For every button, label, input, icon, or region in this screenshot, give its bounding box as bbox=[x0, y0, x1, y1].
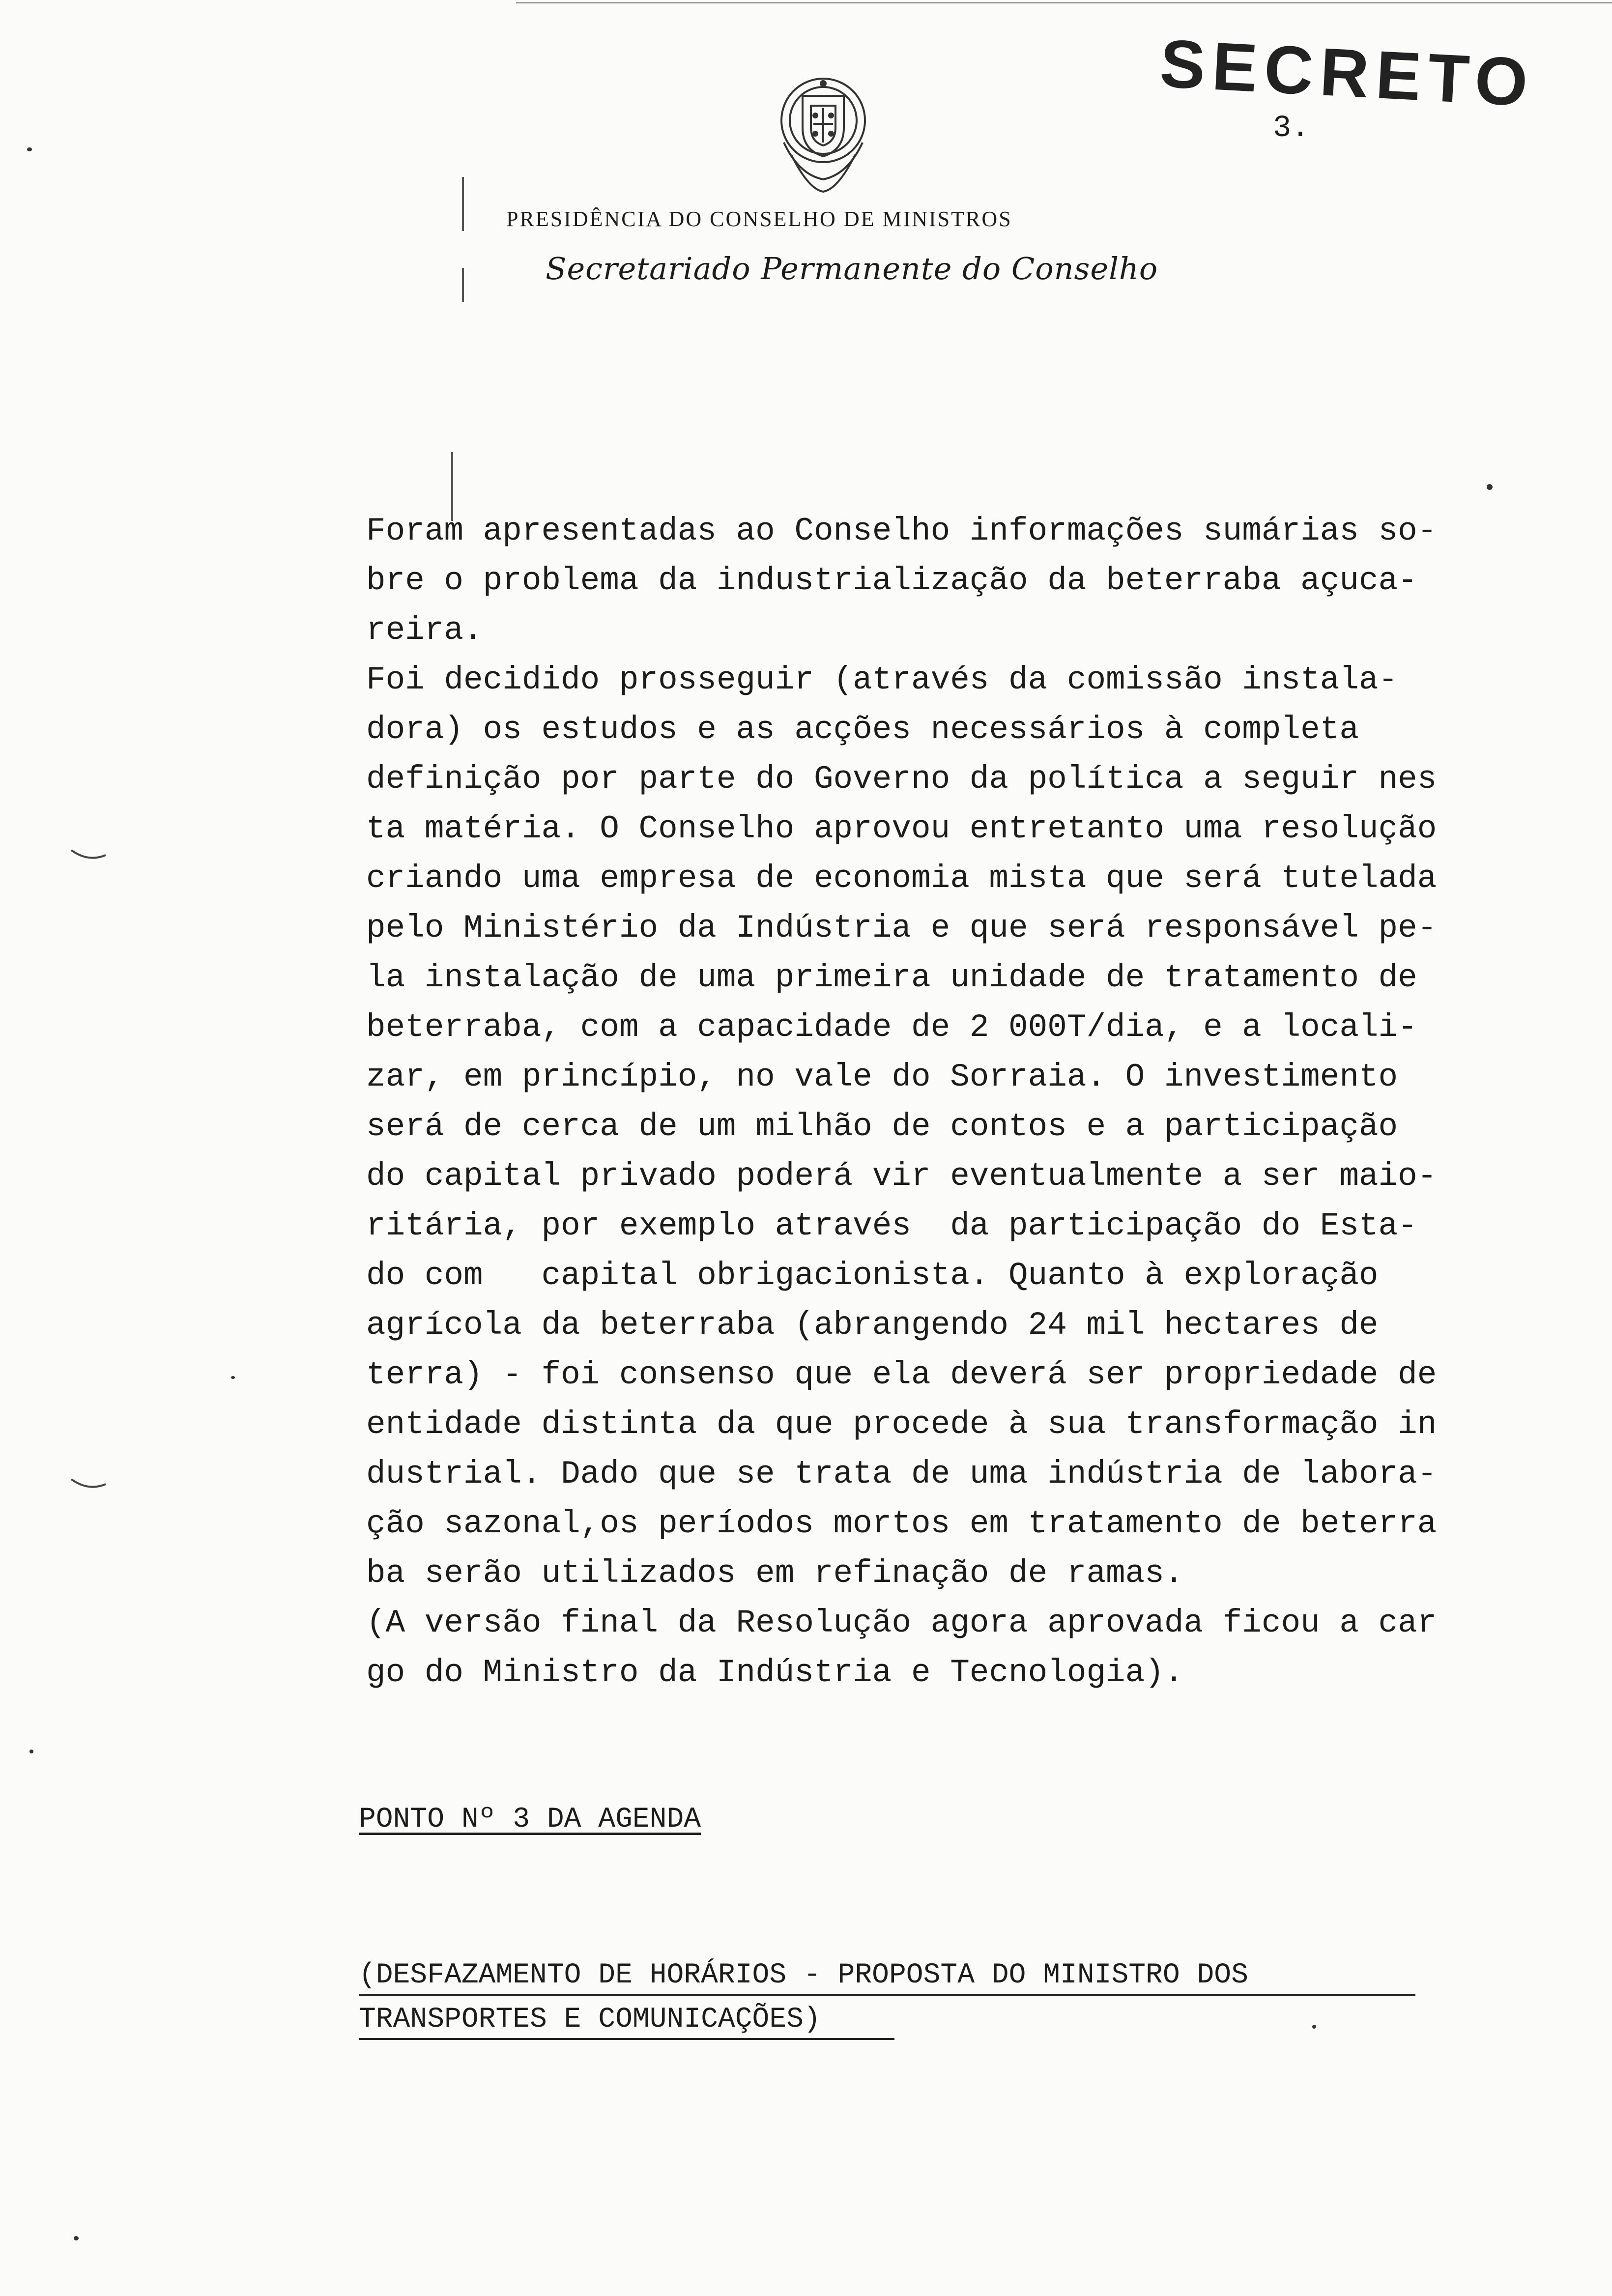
underline bbox=[359, 2038, 894, 2040]
text-line: ção sazonal,os períodos mortos em tratamento de beterra bbox=[366, 1505, 1437, 1542]
text-line: ritária, por exemplo através da participação do Esta- bbox=[366, 1207, 1417, 1244]
text-line: pelo Ministério da Indústria e que será responsável pe- bbox=[366, 910, 1437, 947]
text-line: criando uma empresa de economia mista que será tutelada bbox=[366, 860, 1437, 897]
organization-name: PRESIDÊNCIA DO CONSELHO DE MINISTROS bbox=[506, 207, 1012, 231]
agenda-subject-line: TRANSPORTES E COMUNICAÇÕES) bbox=[359, 2004, 821, 2036]
text-line: (A versão final da Resolução agora aprovada ficou a car bbox=[366, 1605, 1437, 1641]
page-edge-line bbox=[516, 2, 1612, 3]
text-line: do capital privado poderá vir eventualmente a ser maio- bbox=[366, 1158, 1437, 1195]
page-number: 3. bbox=[1273, 111, 1310, 145]
scan-speck bbox=[74, 2236, 79, 2240]
underline bbox=[359, 1994, 1415, 1996]
text-line: dora) os estudos e as acções necessários à completa bbox=[366, 711, 1359, 748]
margin-mark bbox=[69, 1474, 108, 1494]
secret-stamp: SECRETO bbox=[1158, 26, 1537, 121]
scan-speck bbox=[29, 1750, 33, 1753]
text-line: do com capital obrigacionista. Quanto à exploração bbox=[366, 1257, 1379, 1294]
text-line: Foram apresentadas ao Conselho informações sumárias so- bbox=[366, 513, 1437, 549]
scan-speck bbox=[27, 147, 32, 151]
text-line: terra) - foi consenso que ela deverá ser propriedade de bbox=[366, 1356, 1437, 1393]
margin-mark bbox=[69, 845, 108, 865]
coat-of-arms-icon bbox=[764, 69, 882, 197]
text-line: dustrial. Dado que se trata de uma indústria de labora- bbox=[366, 1456, 1437, 1492]
scan-speck bbox=[231, 1376, 235, 1379]
agenda-heading: PONTO Nº 3 DA AGENDA bbox=[359, 1804, 701, 1836]
text-line: será de cerca de um milhão de contos e a participação bbox=[366, 1108, 1398, 1145]
scan-speck bbox=[1487, 484, 1493, 490]
text-line: la instalação de uma primeira unidade de tratamento de bbox=[366, 959, 1417, 996]
scan-speck bbox=[1312, 2025, 1316, 2029]
margin-mark bbox=[462, 177, 464, 231]
text-line: ba serão utilizados em refinação de ramas. bbox=[366, 1555, 1184, 1592]
secretariat-subtitle: Secretariado Permanente do Conselho bbox=[546, 251, 1158, 287]
text-line: go do Ministro da Indústria e Tecnologia). bbox=[366, 1654, 1184, 1691]
minutes-paragraph bbox=[366, 506, 1497, 1697]
text-line: reira. bbox=[366, 612, 483, 649]
text-line: bre o problema da industrialização da beterraba açuca- bbox=[366, 562, 1417, 599]
text-line: entidade distinta da que procede à sua transformação in bbox=[366, 1406, 1437, 1443]
text-line: beterraba, com a capacidade de 2 000T/dia, e a locali- bbox=[366, 1009, 1417, 1046]
text-line: agrícola da beterraba (abrangendo 24 mil hectares de bbox=[366, 1307, 1379, 1344]
margin-mark bbox=[462, 268, 464, 302]
agenda-subject bbox=[359, 1953, 1248, 2042]
text-line: definição por parte do Governo da política a seguir nes bbox=[366, 761, 1437, 798]
agenda-subject-line: (DESFAZAMENTO DE HORÁRIOS - PROPOSTA DO MINISTRO DOS bbox=[359, 1959, 1248, 1991]
text-line: zar, em princípio, no vale do Sorraia. O investimento bbox=[366, 1059, 1398, 1095]
text-line: Foi decidido prosseguir (através da comissão instala- bbox=[366, 661, 1398, 698]
text-line: ta matéria. O Conselho aprovou entretanto uma resolução bbox=[366, 810, 1437, 847]
